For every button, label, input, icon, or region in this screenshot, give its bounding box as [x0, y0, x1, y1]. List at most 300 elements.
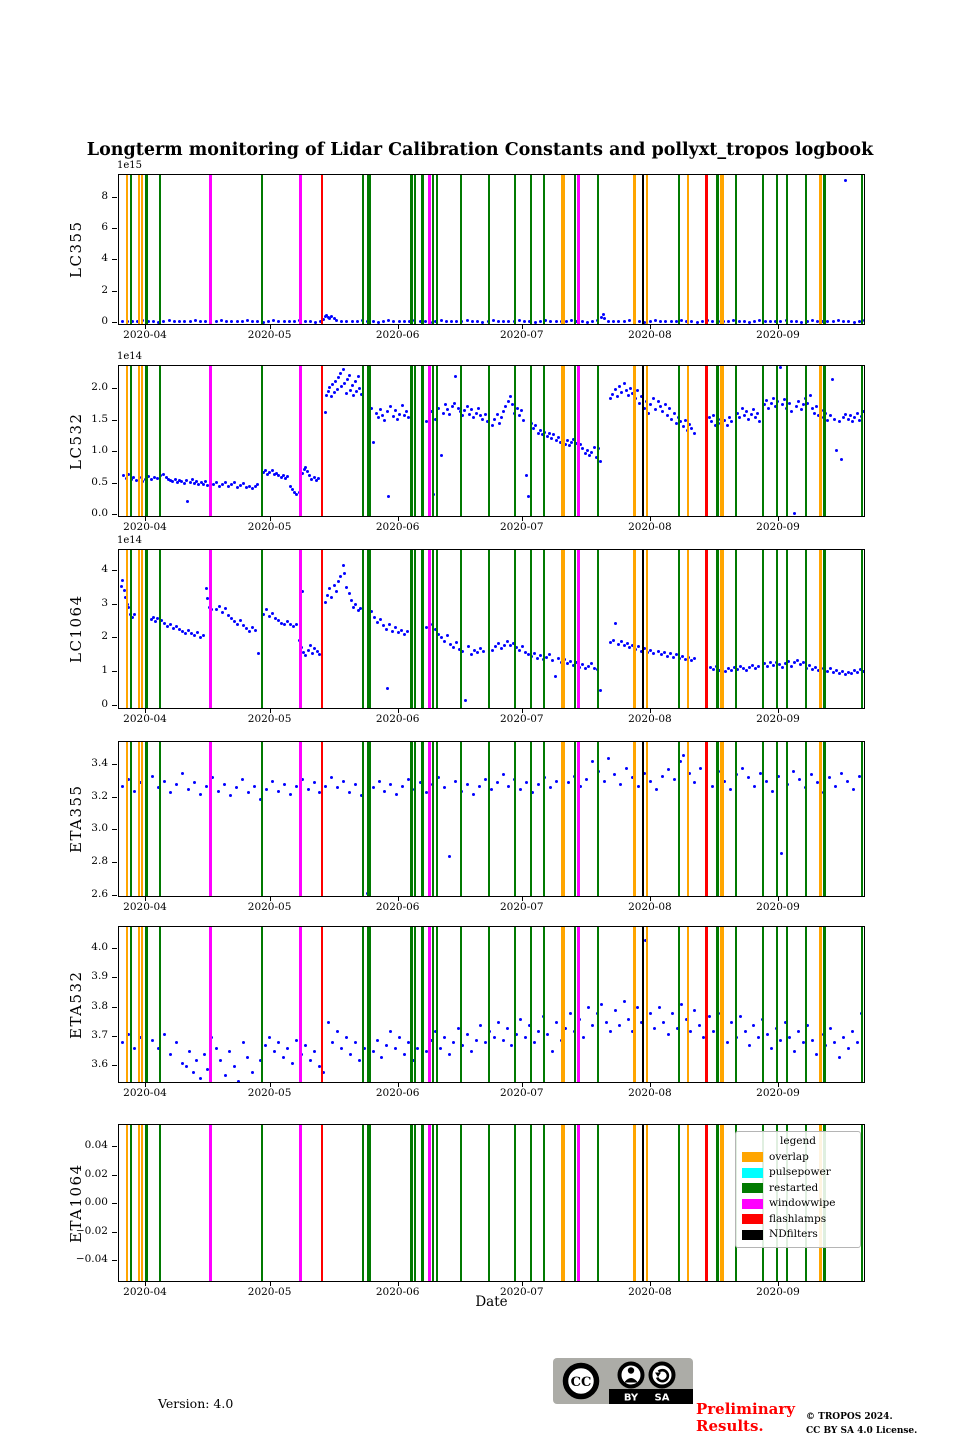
data-point	[838, 1056, 841, 1059]
data-point	[468, 413, 471, 416]
event-line-restarted	[367, 927, 371, 1082]
event-line-overlap	[126, 550, 128, 708]
data-point	[372, 1050, 375, 1053]
event-line-restarted	[436, 366, 438, 516]
data-point	[765, 780, 768, 783]
data-point	[617, 320, 620, 323]
data-point	[627, 394, 630, 397]
data-point	[256, 483, 259, 486]
event-line-restarted	[460, 742, 462, 896]
event-line-NDfilters	[642, 175, 645, 324]
y-tick-mark	[112, 977, 117, 978]
data-point	[324, 601, 327, 604]
subplot-LC532	[118, 365, 865, 517]
cc-license-badge	[553, 1358, 693, 1404]
data-point	[793, 661, 796, 664]
data-point	[757, 1036, 760, 1039]
data-point	[728, 416, 731, 419]
event-line-overlap	[126, 742, 128, 896]
x-tick-label: 2020-07	[499, 713, 544, 725]
event-line-overlap	[687, 927, 690, 1082]
data-point	[649, 780, 652, 783]
y-tick-label: 0.5	[91, 475, 108, 488]
legend-swatch-flashlamps	[742, 1214, 763, 1224]
y-tick-label: 2.0	[91, 381, 108, 394]
data-point	[464, 699, 467, 702]
copyright-line2: CC BY SA 4.0 License.	[806, 1426, 918, 1436]
data-point	[849, 414, 852, 417]
data-point	[403, 414, 406, 417]
event-line-restarted	[367, 1125, 371, 1281]
data-point	[416, 1047, 419, 1050]
data-point	[394, 409, 397, 412]
data-point	[403, 320, 406, 323]
data-point	[295, 623, 298, 626]
data-point	[233, 1065, 236, 1068]
event-line-restarted	[130, 927, 133, 1082]
data-point	[548, 432, 551, 435]
data-point	[796, 659, 799, 662]
data-point	[247, 791, 250, 794]
data-point	[853, 416, 856, 419]
data-point	[221, 611, 224, 614]
data-point	[442, 412, 445, 415]
event-line-flashlamps	[321, 927, 324, 1082]
data-point	[479, 1024, 482, 1027]
data-point	[241, 778, 244, 781]
data-point	[398, 413, 401, 416]
data-point	[699, 767, 702, 770]
data-point	[672, 656, 675, 659]
data-point	[185, 479, 188, 482]
data-point	[346, 378, 349, 381]
data-point	[227, 485, 230, 488]
event-line-restarted	[362, 550, 365, 708]
event-line-restarted	[514, 1125, 516, 1281]
event-line-restarted	[530, 1125, 533, 1281]
event-line-restarted	[678, 366, 680, 516]
data-point	[618, 385, 621, 388]
data-point	[120, 585, 123, 588]
x-tick-label: 2020-04	[123, 1087, 167, 1099]
event-line-overlap	[687, 742, 690, 896]
data-point	[832, 320, 835, 323]
event-line-restarted	[530, 927, 533, 1082]
data-point	[502, 320, 505, 323]
x-tick-label: 2020-04	[123, 901, 167, 913]
data-point	[753, 785, 756, 788]
event-line-restarted	[678, 175, 680, 324]
data-point	[168, 319, 171, 322]
event-line-restarted	[861, 366, 864, 516]
event-line-overlap	[633, 175, 636, 324]
data-point	[448, 1053, 451, 1056]
data-point	[350, 599, 353, 602]
event-line-flashlamps	[705, 550, 708, 708]
x-tick-label: 2020-06	[375, 1087, 420, 1099]
data-point	[196, 631, 199, 634]
data-point	[844, 673, 847, 676]
data-point	[813, 412, 816, 415]
data-point	[743, 320, 746, 323]
data-point	[779, 366, 782, 369]
data-point	[623, 320, 626, 323]
data-point	[507, 400, 510, 403]
x-tick-label: 2020-04	[123, 713, 167, 725]
data-point	[582, 1036, 585, 1039]
data-point	[623, 382, 626, 385]
event-line-restarted	[861, 1125, 864, 1281]
data-point	[471, 320, 474, 323]
data-point	[391, 630, 394, 633]
legend-title: legend	[780, 1135, 816, 1147]
data-point	[230, 320, 233, 323]
data-point	[354, 783, 357, 786]
x-tick-label: 2020-09	[756, 901, 800, 913]
data-point	[349, 1053, 352, 1056]
data-point	[446, 634, 449, 637]
subplot-LC1064	[118, 549, 865, 709]
data-point	[745, 410, 748, 413]
event-line-overlap	[687, 366, 690, 516]
data-point	[612, 639, 615, 642]
event-line-restarted	[861, 742, 864, 896]
data-point	[534, 321, 537, 324]
event-line-restarted	[786, 175, 788, 324]
data-point	[502, 1039, 505, 1042]
data-point	[498, 422, 501, 425]
y-tick-label: 3.8	[91, 999, 108, 1012]
data-point	[790, 665, 793, 668]
data-point	[401, 404, 404, 407]
data-point	[193, 781, 196, 784]
y-tick-mark	[112, 1065, 117, 1066]
event-line-NDfilters	[642, 550, 645, 708]
data-point	[811, 407, 814, 410]
data-point	[739, 1015, 742, 1018]
data-point	[546, 435, 549, 438]
data-point	[224, 1074, 227, 1077]
data-point	[835, 669, 838, 672]
event-line-restarted	[159, 742, 161, 896]
event-line-restarted	[421, 1125, 424, 1281]
data-point	[311, 652, 314, 655]
event-line-restarted	[488, 550, 490, 708]
event-line-restarted	[805, 175, 808, 324]
data-point	[551, 1050, 554, 1053]
event-line-restarted	[414, 1125, 417, 1281]
data-point	[282, 1056, 285, 1059]
data-point	[587, 1006, 590, 1009]
data-point	[664, 320, 667, 323]
data-point	[455, 641, 458, 644]
data-point	[342, 564, 345, 567]
data-point	[475, 412, 478, 415]
data-point	[591, 1024, 594, 1027]
data-point	[503, 644, 506, 647]
data-point	[856, 671, 859, 674]
event-line-overlap	[126, 927, 128, 1082]
data-point	[747, 776, 750, 779]
event-line-restarted	[432, 1125, 435, 1281]
event-line-flashlamps	[321, 1125, 324, 1281]
data-point	[440, 319, 443, 322]
y-tick-mark	[112, 862, 117, 863]
y-tick-label: 8	[101, 189, 108, 202]
event-line-windowwipe	[428, 742, 431, 896]
data-point	[481, 418, 484, 421]
y-tick-mark	[112, 1036, 117, 1037]
data-point	[466, 405, 469, 408]
data-point	[507, 320, 510, 323]
event-line-overlap	[141, 366, 143, 516]
event-line-restarted	[716, 1125, 719, 1281]
event-line-restarted	[261, 1125, 263, 1281]
event-line-restarted	[543, 550, 545, 708]
data-point	[793, 1050, 796, 1053]
data-point	[502, 773, 505, 776]
data-point	[309, 320, 312, 323]
data-point	[236, 320, 239, 323]
by-icon	[620, 1364, 643, 1387]
x-tick-label: 2020-06	[375, 521, 420, 533]
event-line-restarted	[410, 550, 413, 708]
data-point	[613, 773, 616, 776]
data-point	[772, 397, 775, 400]
event-line-restarted	[488, 742, 490, 896]
event-line-restarted	[735, 366, 737, 516]
event-line-windowwipe	[428, 1125, 431, 1281]
data-point	[832, 671, 835, 674]
data-point	[599, 689, 602, 692]
data-point	[693, 781, 696, 784]
x-tick-label: 2020-07	[499, 521, 544, 533]
data-point	[348, 791, 351, 794]
data-point	[383, 419, 386, 422]
data-point	[790, 320, 793, 323]
data-point	[271, 780, 274, 783]
event-line-restarted	[762, 175, 764, 324]
data-point	[271, 469, 274, 472]
data-point	[788, 402, 791, 405]
y-tick-label: 0.00	[84, 1196, 108, 1208]
data-point	[392, 415, 395, 418]
event-line-flashlamps	[705, 175, 708, 324]
data-point	[440, 636, 443, 639]
data-point	[466, 1033, 469, 1036]
event-line-restarted	[762, 742, 764, 896]
data-point	[304, 1044, 307, 1047]
data-point	[452, 646, 455, 649]
data-point	[324, 411, 327, 414]
data-point	[750, 413, 753, 416]
event-line-restarted	[367, 550, 371, 708]
version-text: Version: 4.0	[158, 1396, 234, 1411]
data-point	[752, 1024, 755, 1027]
data-point	[616, 395, 619, 398]
event-line-overlap	[138, 927, 140, 1082]
data-point	[826, 670, 829, 673]
data-point	[476, 320, 479, 323]
data-point	[627, 1018, 630, 1021]
data-point	[251, 1071, 254, 1074]
data-point	[265, 608, 268, 611]
data-point	[378, 780, 381, 783]
data-point	[829, 1027, 832, 1030]
y-axis-label-ETA355: ETA355	[67, 784, 85, 854]
data-point	[215, 320, 218, 323]
data-point	[661, 410, 664, 413]
y-tick-mark	[112, 1007, 117, 1008]
data-point	[504, 405, 507, 408]
data-point	[587, 665, 590, 668]
event-line-windowwipe	[428, 366, 431, 516]
event-line-overlap	[141, 175, 143, 324]
event-line-restarted	[805, 742, 808, 896]
data-point	[212, 483, 215, 486]
y-tick-mark	[112, 570, 117, 571]
x-tick-label: 2020-04	[123, 1286, 167, 1298]
data-point	[183, 320, 186, 323]
data-point	[764, 320, 767, 323]
event-line-restarted	[574, 742, 576, 896]
data-point	[557, 657, 560, 660]
legend-label-windowwipe: windowwipe	[769, 1197, 836, 1209]
data-point	[637, 645, 640, 648]
data-point	[835, 449, 838, 452]
data-point	[620, 391, 623, 394]
subplot-LC355	[118, 174, 865, 325]
data-point	[770, 402, 773, 405]
x-tick-label: 2020-06	[375, 901, 420, 913]
data-point	[680, 1003, 683, 1006]
event-line-windowwipe	[428, 927, 431, 1082]
data-point	[539, 429, 542, 432]
event-line-overlap	[687, 550, 690, 708]
data-point	[815, 1053, 818, 1056]
data-point	[389, 783, 392, 786]
event-line-restarted	[805, 366, 808, 516]
x-tick-label: 2020-09	[756, 521, 800, 533]
preliminary-note	[696, 1401, 795, 1435]
data-point	[283, 783, 286, 786]
event-line-restarted	[735, 927, 737, 1082]
data-point	[521, 645, 524, 648]
data-point	[186, 500, 189, 503]
data-point	[348, 592, 351, 595]
data-point	[690, 427, 693, 430]
data-point	[675, 422, 678, 425]
y-tick-label: 2.8	[91, 854, 108, 867]
data-point	[828, 776, 831, 779]
data-point	[555, 780, 558, 783]
legend-label-overlap: overlap	[769, 1150, 809, 1163]
data-point	[629, 387, 632, 390]
event-line-overlap	[720, 175, 724, 324]
data-point	[649, 403, 652, 406]
subplot-ETA532	[118, 926, 865, 1083]
event-line-windowwipe	[577, 742, 580, 896]
data-point	[154, 620, 157, 623]
data-point	[690, 659, 693, 662]
y-tick-label: −0.04	[75, 1252, 108, 1265]
data-point	[257, 652, 260, 655]
event-line-restarted	[805, 550, 808, 708]
data-point	[386, 410, 389, 413]
data-point	[339, 575, 342, 578]
event-line-restarted	[436, 550, 438, 708]
event-line-restarted	[414, 175, 417, 324]
event-line-restarted	[514, 175, 516, 324]
data-point	[340, 385, 343, 388]
data-point	[840, 458, 843, 461]
data-point	[283, 320, 286, 323]
event-line-restarted	[530, 175, 533, 324]
event-line-restarted	[786, 550, 788, 708]
axis-offset-label: 1e15	[117, 160, 143, 171]
event-line-restarted	[159, 175, 161, 324]
data-point	[814, 666, 817, 669]
data-point	[680, 319, 683, 322]
preliminary-line1: Preliminary	[696, 1400, 795, 1418]
x-tick-label: 2020-07	[499, 329, 544, 341]
data-point	[242, 482, 245, 485]
event-line-restarted	[436, 1125, 438, 1281]
data-point	[403, 633, 406, 636]
data-point	[727, 320, 730, 323]
data-point	[661, 775, 664, 778]
data-point	[313, 1050, 316, 1053]
data-point	[466, 783, 469, 786]
event-line-restarted	[574, 366, 576, 516]
data-point	[701, 320, 704, 323]
data-point	[667, 768, 670, 771]
event-line-flashlamps	[705, 927, 708, 1082]
event-line-restarted	[460, 927, 462, 1082]
y-tick-mark	[112, 637, 117, 638]
y-axis-label-LC1064: LC1064	[67, 594, 85, 664]
x-tick-label: 2020-09	[756, 1286, 800, 1298]
data-point	[288, 320, 291, 323]
data-point	[239, 484, 242, 487]
data-point	[654, 319, 657, 322]
data-point	[605, 1021, 608, 1024]
data-point	[333, 584, 336, 587]
event-line-NDfilters	[642, 1125, 645, 1281]
event-line-restarted	[410, 175, 413, 324]
x-tick-label: 2020-04	[123, 329, 167, 341]
event-line-restarted	[145, 175, 148, 324]
data-point	[533, 652, 536, 655]
data-point	[377, 321, 380, 324]
data-point	[518, 319, 521, 322]
data-point	[519, 1018, 522, 1021]
data-point	[847, 320, 850, 323]
event-line-overlap	[646, 366, 648, 516]
data-point	[450, 320, 453, 323]
event-line-restarted	[367, 742, 371, 896]
event-line-restarted	[716, 175, 719, 324]
data-point	[307, 788, 310, 791]
event-line-restarted	[776, 550, 778, 708]
event-line-restarted	[130, 175, 133, 324]
event-line-windowwipe	[428, 550, 431, 708]
data-point	[770, 1047, 773, 1050]
data-point	[491, 649, 494, 652]
data-point	[352, 606, 355, 609]
data-point	[467, 645, 470, 648]
data-point	[625, 767, 628, 770]
